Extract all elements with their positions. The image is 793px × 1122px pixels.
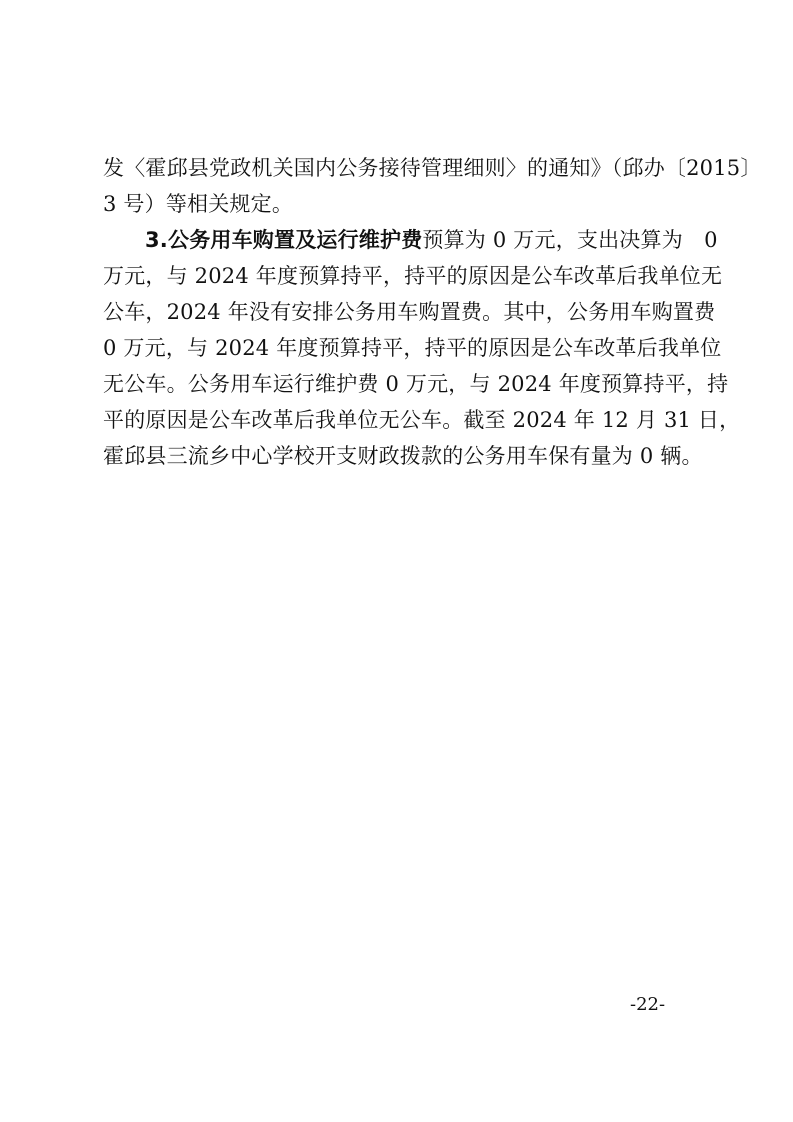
body-text-line: 霍邱县三流乡中心学校开支财政拨款的公务用车保有量为 0 辆。 (103, 444, 703, 468)
body-text-line: 3 号）等相关规定。 (103, 192, 294, 216)
section-first-line-text: 预算为 0 万元，支出决算为 0 (422, 228, 718, 252)
body-text-line: 发〈霍邱县党政机关国内公务接待管理细则〉的通知》（邱办〔2015〕 (103, 156, 762, 180)
body-text-line: 公车，2024 年没有安排公务用车购置费。其中，公务用车购置费 (103, 300, 716, 324)
page-number: -22- (630, 994, 666, 1015)
body-text-line: 平的原因是公车改革后我单位无公车。截至 2024 年 12 月 31 日， (103, 408, 741, 432)
section-paragraph-first-line (145, 222, 718, 258)
body-text-line: 万元，与 2024 年度预算持平，持平的原因是公车改革后我单位无 (103, 264, 723, 288)
section-heading: 3.公务用车购置及运行维护费 (145, 228, 423, 252)
body-text-line: 无公车。公务用车运行维护费 0 万元，与 2024 年度预算持平，持 (103, 372, 729, 396)
body-text-line: 0 万元，与 2024 年度预算持平，持平的原因是公车改革后我单位 (103, 336, 722, 360)
